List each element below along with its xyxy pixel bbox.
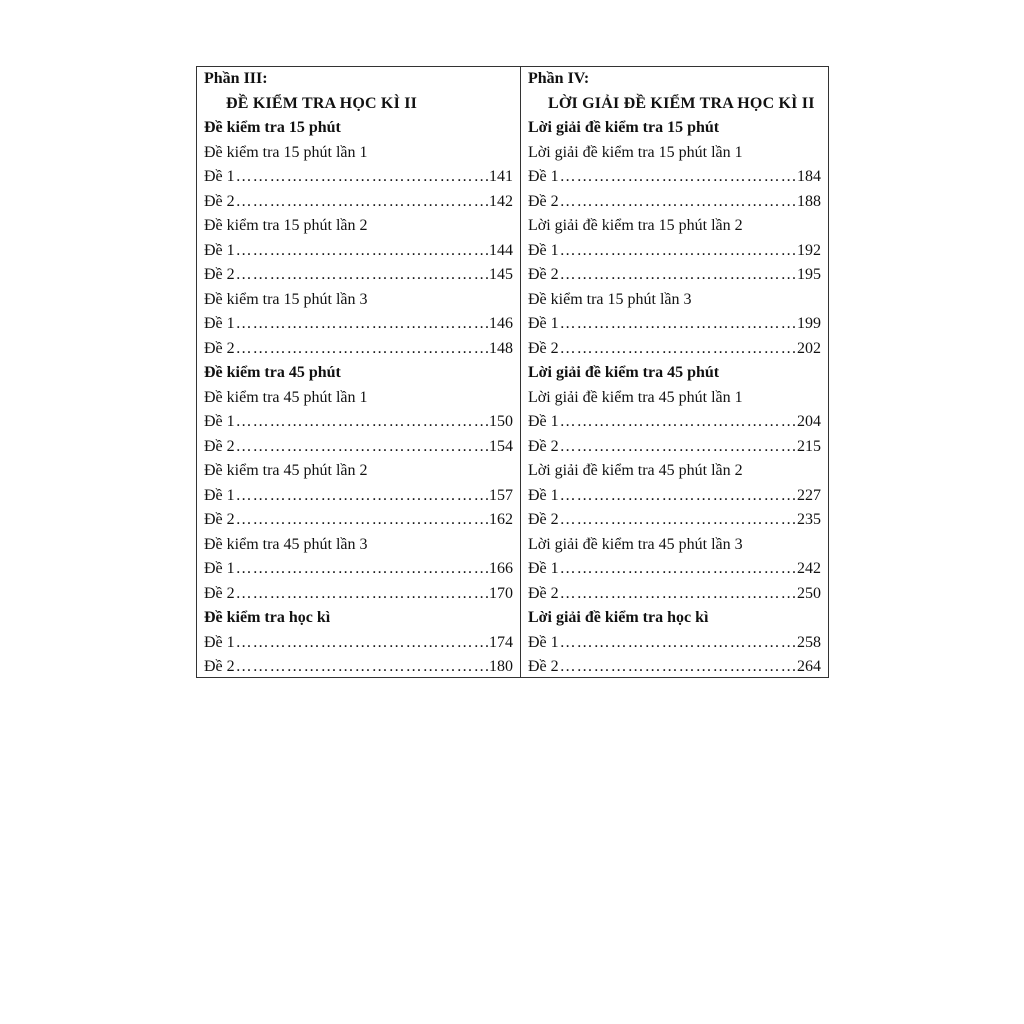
- toc-entry: [528, 435, 821, 460]
- dot-leader: [236, 582, 488, 607]
- part-label: Phần III:: [204, 70, 268, 87]
- page-number: 215: [797, 437, 821, 455]
- group-title: Lời giải đề kiểm tra 45 phút lần 3: [528, 535, 743, 553]
- toc-entry: [528, 239, 821, 264]
- page-number: 202: [797, 339, 821, 357]
- page-number: 180: [489, 658, 513, 675]
- toc-entry: [528, 484, 821, 509]
- entry-label: Đề 2: [528, 511, 559, 528]
- toc-entry: [528, 263, 821, 288]
- toc-entry: [204, 239, 513, 264]
- dot-leader: [560, 508, 796, 533]
- dot-leader: [560, 263, 796, 288]
- toc-entry: [528, 508, 821, 533]
- toc-entry: [528, 410, 821, 435]
- entry-label: Đề 1: [528, 633, 559, 651]
- group-title: Đề kiểm tra 45 phút lần 2: [204, 462, 368, 479]
- dot-leader: [236, 557, 488, 582]
- dot-leader: [560, 631, 796, 656]
- entry-label: Đề 1: [528, 486, 559, 504]
- dot-leader: [236, 239, 488, 264]
- page-number: 146: [489, 315, 513, 332]
- section-heading: Đề kiểm tra 15 phút: [204, 119, 341, 136]
- dot-leader: [560, 337, 796, 362]
- page-number: 250: [797, 584, 821, 602]
- toc-entry: [204, 484, 513, 509]
- page-number: 174: [489, 633, 513, 651]
- entry-label: Đề 1: [528, 560, 559, 577]
- page-number: 144: [489, 241, 513, 259]
- part-title: ĐỀ KIỂM TRA HỌC KÌ II: [226, 94, 418, 112]
- group-title: Lời giải đề kiểm tra 45 phút lần 1: [528, 388, 743, 406]
- part-title: LỜI GIẢI ĐỀ KIỂM TRA HỌC KÌ II: [548, 94, 815, 112]
- section-heading: Lời giải đề kiểm tra học kì: [528, 609, 709, 626]
- page-number: 154: [489, 437, 513, 455]
- group-title: Đề kiểm tra 45 phút lần 3: [204, 535, 368, 553]
- page-number: 199: [797, 315, 821, 332]
- toc-entry: [204, 190, 513, 215]
- group-title: Lời giải đề kiểm tra 15 phút lần 1: [528, 143, 743, 161]
- toc-entry: [204, 582, 513, 607]
- entry-label: Đề 2: [528, 192, 559, 210]
- dot-leader: [236, 435, 488, 460]
- toc-entry: [204, 410, 513, 435]
- page-number: 150: [489, 413, 513, 430]
- page-number: 195: [797, 266, 821, 283]
- group-title: Đề kiểm tra 15 phút lần 1: [204, 143, 368, 161]
- page-number: 258: [797, 633, 821, 651]
- group-title: Lời giải đề kiểm tra 45 phút lần 2: [528, 462, 743, 479]
- dot-leader: [560, 582, 796, 607]
- toc-entry: [528, 312, 821, 337]
- dot-leader: [560, 484, 796, 509]
- entry-label: Đề 1: [528, 413, 559, 430]
- page-number: 170: [489, 584, 513, 602]
- dot-leader: [560, 165, 796, 190]
- toc-entry: [204, 508, 513, 533]
- toc-entry: [528, 337, 821, 362]
- toc-column-part-3: [197, 67, 521, 677]
- toc-entry: [204, 263, 513, 288]
- dot-leader: [560, 557, 796, 582]
- page-number: 145: [489, 266, 513, 283]
- toc-column-part-4: [521, 67, 828, 677]
- entry-label: Đề 1: [204, 486, 235, 504]
- table-of-contents: [196, 66, 829, 678]
- toc-entry: [204, 312, 513, 337]
- entry-label: Đề 2: [528, 437, 559, 455]
- page-number: 188: [797, 192, 821, 210]
- dot-leader: [236, 190, 488, 215]
- page-number: 242: [797, 560, 821, 577]
- dot-leader: [236, 263, 488, 288]
- toc-entry: [528, 190, 821, 215]
- dot-leader: [236, 165, 488, 190]
- dot-leader: [236, 508, 488, 533]
- page-number: 148: [489, 339, 513, 357]
- entry-label: Đề 1: [204, 168, 235, 185]
- group-title: Đề kiểm tra 45 phút lần 1: [204, 388, 368, 406]
- dot-leader: [236, 337, 488, 362]
- toc-entry: [204, 337, 513, 362]
- group-title: Đề kiểm tra 15 phút lần 3: [528, 290, 692, 308]
- dot-leader: [560, 435, 796, 460]
- entry-label: Đề 1: [204, 413, 235, 430]
- entry-label: Đề 1: [204, 633, 235, 651]
- group-title: Lời giải đề kiểm tra 15 phút lần 2: [528, 217, 743, 234]
- section-heading: Lời giải đề kiểm tra 15 phút: [528, 119, 720, 136]
- dot-leader: [560, 410, 796, 435]
- toc-entry: [528, 165, 821, 190]
- entry-label: Đề 2: [528, 658, 559, 675]
- toc-entry: [204, 631, 513, 656]
- page-number: 227: [797, 486, 821, 504]
- dot-leader: [560, 239, 796, 264]
- page-number: 184: [797, 168, 821, 185]
- entry-label: Đề 2: [528, 339, 559, 357]
- entry-label: Đề 1: [204, 241, 235, 259]
- dot-leader: [560, 655, 796, 680]
- dot-leader: [560, 190, 796, 215]
- toc-entry: [204, 435, 513, 460]
- entry-label: Đề 1: [528, 168, 559, 185]
- section-heading: Lời giải đề kiểm tra 45 phút: [528, 364, 720, 381]
- page-number: 204: [797, 413, 821, 430]
- section-heading: Đề kiểm tra 45 phút: [204, 364, 341, 381]
- entry-label: Đề 2: [528, 266, 559, 283]
- page-number: 166: [489, 560, 513, 577]
- entry-label: Đề 1: [204, 315, 235, 332]
- section-heading: Đề kiểm tra học kì: [204, 609, 331, 626]
- entry-label: Đề 2: [204, 658, 235, 675]
- dot-leader: [560, 312, 796, 337]
- entry-label: Đề 2: [204, 437, 235, 455]
- page-number: 192: [797, 241, 821, 259]
- page-number: 162: [489, 511, 513, 528]
- dot-leader: [236, 655, 488, 680]
- page-number: 141: [489, 168, 513, 185]
- entry-label: Đề 2: [204, 584, 235, 602]
- toc-entry: [528, 582, 821, 607]
- page-number: 264: [797, 658, 821, 675]
- toc-entry: [204, 165, 513, 190]
- toc-entry: [204, 557, 513, 582]
- entry-label: Đề 1: [528, 315, 559, 332]
- dot-leader: [236, 312, 488, 337]
- part-label: Phần IV:: [528, 70, 590, 87]
- entry-label: Đề 2: [528, 584, 559, 602]
- group-title: Đề kiểm tra 15 phút lần 2: [204, 217, 368, 234]
- page-number: 235: [797, 511, 821, 528]
- dot-leader: [236, 484, 488, 509]
- entry-label: Đề 2: [204, 511, 235, 528]
- dot-leader: [236, 410, 488, 435]
- page-number: 157: [489, 486, 513, 504]
- toc-entry: [528, 557, 821, 582]
- entry-label: Đề 2: [204, 192, 235, 210]
- toc-entry: [204, 655, 513, 680]
- entry-label: Đề 1: [528, 241, 559, 259]
- entry-label: Đề 2: [204, 339, 235, 357]
- dot-leader: [236, 631, 488, 656]
- toc-entry: [528, 631, 821, 656]
- entry-label: Đề 2: [204, 266, 235, 283]
- group-title: Đề kiểm tra 15 phút lần 3: [204, 290, 368, 308]
- entry-label: Đề 1: [204, 560, 235, 577]
- page-number: 142: [489, 192, 513, 210]
- toc-entry: [528, 655, 821, 680]
